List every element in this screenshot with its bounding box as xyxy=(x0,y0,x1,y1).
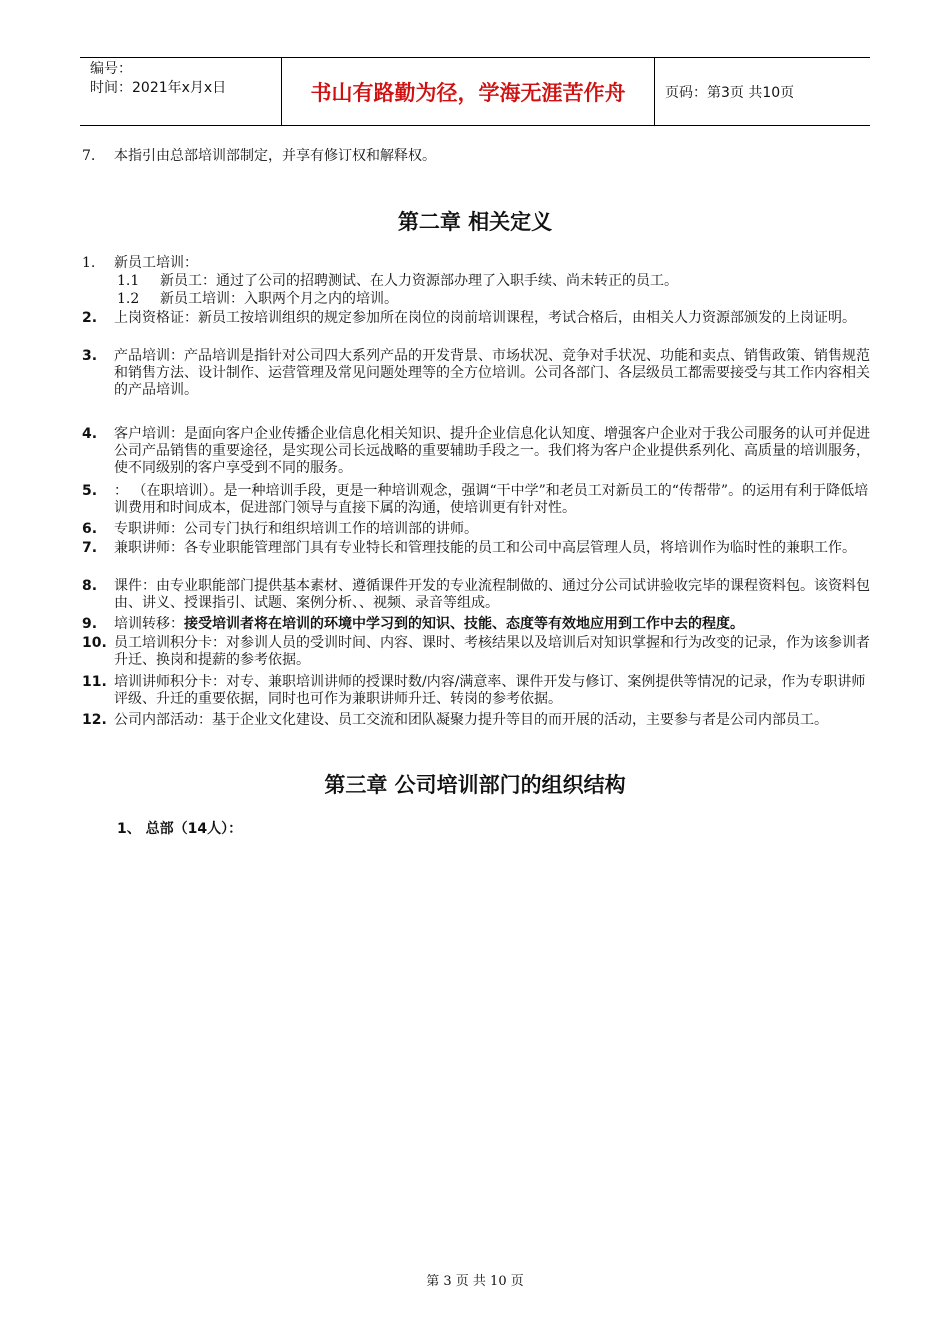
def-num-4: 4. xyxy=(82,426,98,442)
page-footer: 第 3 页 共 10 页 xyxy=(426,1274,524,1289)
def-num-5: 5. xyxy=(82,483,98,499)
def-num-9: 9. xyxy=(82,616,98,632)
chapter3-section1: 1、 总部（14人）： xyxy=(117,821,243,837)
serial-label: 编号： xyxy=(90,61,132,77)
chapter2-title: 第二章 相关定义 xyxy=(397,210,553,234)
intro-item-num: 7. xyxy=(82,148,96,164)
intro-item-text: 本指引由总部培训部制定，并享有修订权和解释权。 xyxy=(114,148,436,164)
page-header xyxy=(80,57,870,126)
def-text-4: 客户培训：是面向客户企业传播企业信息化相关知识、提升企业信息化认知度、增强客户企业对于我公司服务的认可并促进公司产品销售的重要途径，是实现公司长远战略的重要辅助手段之一。我们将为客户企业提供系列化、高质量的培训服务，使不同级别的客户享受到不同的服务。 xyxy=(114,426,870,476)
def-text-9-label: 培训转移： xyxy=(114,616,184,632)
def-text-2: 上岗资格证：新员工按培训组织的规定参加所在岗位的岗前培训课程，考试合格后，由相关人力资源部颁发的上岗证明。 xyxy=(114,310,856,326)
def-num-3: 3. xyxy=(82,348,98,364)
def-num-11: 11. xyxy=(82,674,107,690)
def-text-12: 公司内部活动：基于企业文化建设、员工交流和团队凝聚力提升等目的而开展的活动，主要参与者是公司内部员工。 xyxy=(114,712,828,728)
def-num-1-1: 1.1 xyxy=(117,273,140,289)
def-text-1: 新员工培训： xyxy=(114,255,198,271)
def-num-1-2: 1.2 xyxy=(117,291,140,307)
header-page-info: 页码：第3页 共10页 xyxy=(665,84,795,101)
def-text-8: 课件：由专业职能部门提供基本素材、遵循课件开发的专业流程制做的、通过分公司试讲验收完毕的课程资料包。该资料包由、讲义、授课指引、试题、案例分析、、视频、录音等组成。 xyxy=(114,578,870,611)
def-text-1-2: 新员工培训：入职两个月之内的培训。 xyxy=(160,291,398,307)
def-num-10: 10. xyxy=(82,635,107,651)
chapter3-title: 第三章 公司培训部门的组织结构 xyxy=(324,773,626,797)
def-num-12: 12. xyxy=(82,712,107,728)
def-text-10: 员工培训积分卡：对参训人员的受训时间、内容、课时、考核结果以及培训后对知识掌握和行为改变的记录，作为该参训者升迁、换岗和提薪的参考依据。 xyxy=(114,635,870,668)
def-num-7: 7. xyxy=(82,540,98,556)
def-text-9-bold: 接受培训者将在培训的环境中学习到的知识、技能、态度等有效地应用到工作中去的程度。 xyxy=(184,616,744,632)
def-num-6: 6. xyxy=(82,521,98,537)
def-text-7: 兼职讲师：各专业职能管理部门具有专业特长和管理技能的员工和公司中高层管理人员，将培训作为临时性的兼职工作。 xyxy=(114,540,856,556)
def-text-3: 产品培训：产品培训是指针对公司四大系列产品的开发背景、市场状况、竞争对手状况、功能和卖点、销售政策、销售规范和销售方法、设计制作、运营管理及常见问题处理等的全方位培训。公司各部门、各层级员工都需要接受与其工作内容相关的产品培训。 xyxy=(114,348,870,398)
def-text-11: 培训讲师积分卡：对专、兼职培训讲师的授课时数/内容/满意率、课件开发与修订、案例提供等情况的记录，作为专职讲师评级、升迁的重要依据，同时也可作为兼职讲师升迁、转岗的参考依据。 xyxy=(114,674,866,707)
def-num-2: 2. xyxy=(82,310,98,326)
header-meta xyxy=(80,58,282,125)
time-label: 时间：2021年x月x日 xyxy=(90,80,227,96)
def-num-1: 1. xyxy=(82,255,96,271)
def-text-9 xyxy=(114,616,870,633)
header-motto: 书山有路勤为径，学海无涯苦作舟 xyxy=(282,58,655,125)
def-num-8: 8. xyxy=(82,578,98,594)
def-text-6: 专职讲师：公司专门执行和组织培训工作的培训部的讲师。 xyxy=(114,521,478,537)
def-text-5: ： （在职培训）。是一种培训手段，更是一种培训观念，强调“干中学”和老员工对新员工的“传帮带”。的运用有利于降低培训费用和时间成本，促进部门领导与直接下属的沟通，使培训更有针对性。 xyxy=(114,483,869,516)
def-text-1-1: 新员工：通过了公司的招聘测试、在人力资源部办理了入职手续、尚未转正的员工。 xyxy=(160,273,678,289)
